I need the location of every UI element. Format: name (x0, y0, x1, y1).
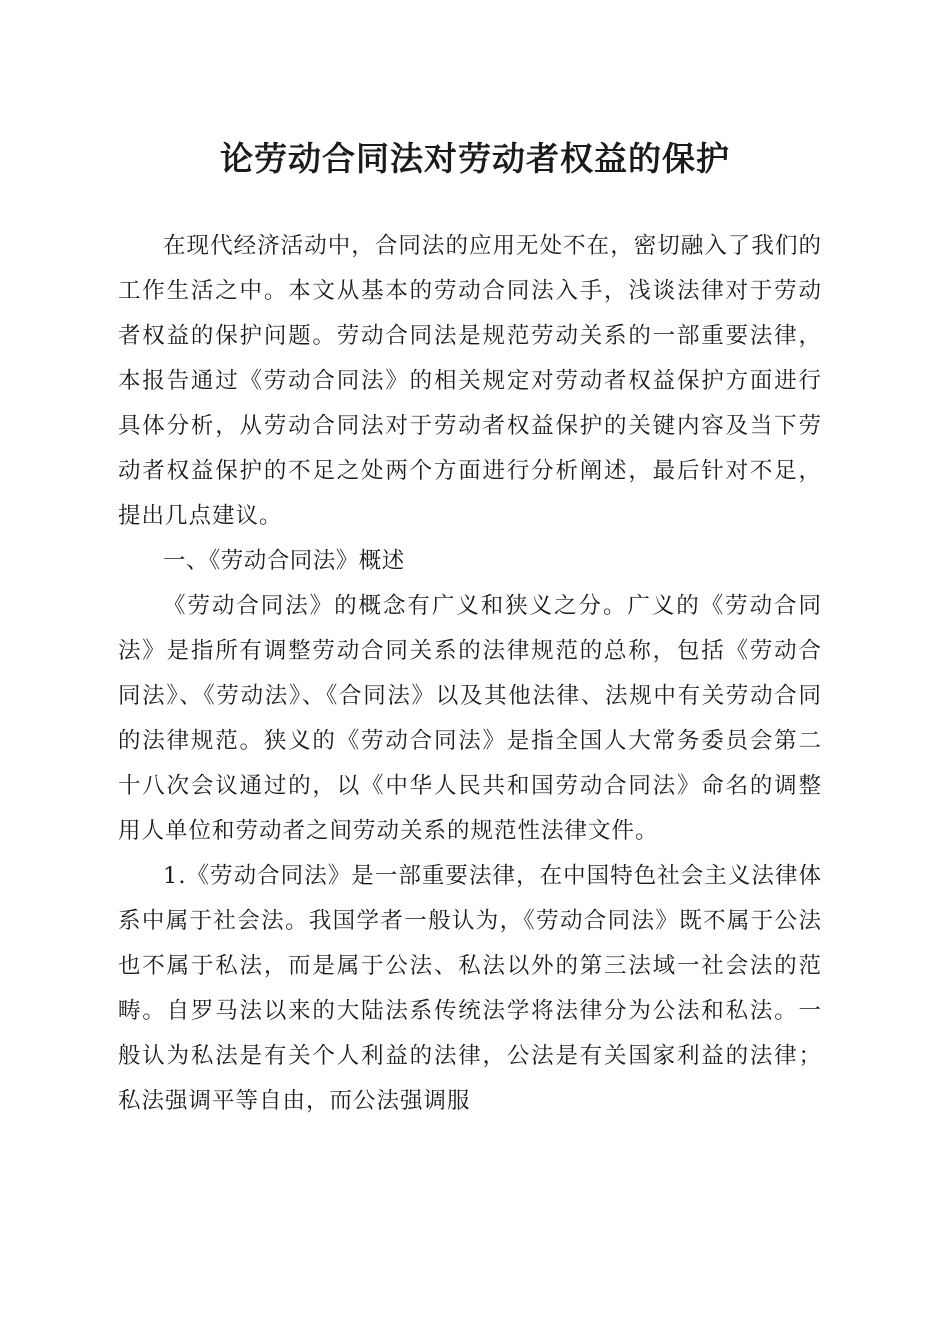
document-body (118, 224, 822, 1124)
section-heading: 一、《劳动合同法》概述 (163, 548, 405, 574)
document-title: 论劳动合同法对劳动者权益的保护 (220, 139, 730, 178)
intro-paragraph: 在现代经济活动中，合同法的应用无处不在，密切融入了我们的工作生活之中。本文从基本的劳动合同法入手，浅谈法律对于劳动者权益的保护问题。劳动合同法是规范劳动关系的一部重要法律，本报告通过《劳动合同法》的相关规定对劳动者权益保护方面进行具体分析，从劳动合同法对于劳动者权益保护的关键内容及当下劳动者权益保护的不足之处两个方面进行分析阐述，最后针对不足，提出几点建议。 (118, 233, 822, 529)
section-paragraph-2: 1.《劳动合同法》是一部重要法律，在中国特色社会主义法律体系中属于社会法。我国学者一般认为，《劳动合同法》既不属于公法也不属于私法，而是属于公法、私法以外的第三法域一社会法的范畴。自罗马法以来的大陆法系传统法学将法律分为公法和私法。一般认为私法是有关个人利益的法律，公法是有关国家利益的法律；私法强调平等自由，而公法强调服 (118, 863, 822, 1114)
section-paragraph-1: 《劳动合同法》的概念有广义和狭义之分。广义的《劳动合同法》是指所有调整劳动合同关系的法律规范的总称，包括《劳动合同法》、《劳动法》、《合同法》以及其他法律、法规中有关劳动合同的法律规范。狭义的《劳动合同法》是指全国人大常务委员会第二十八次会议通过的，以《中华人民共和国劳动合同法》命名的调整用人单位和劳动者之间劳动关系的规范性法律文件。 (118, 593, 822, 844)
